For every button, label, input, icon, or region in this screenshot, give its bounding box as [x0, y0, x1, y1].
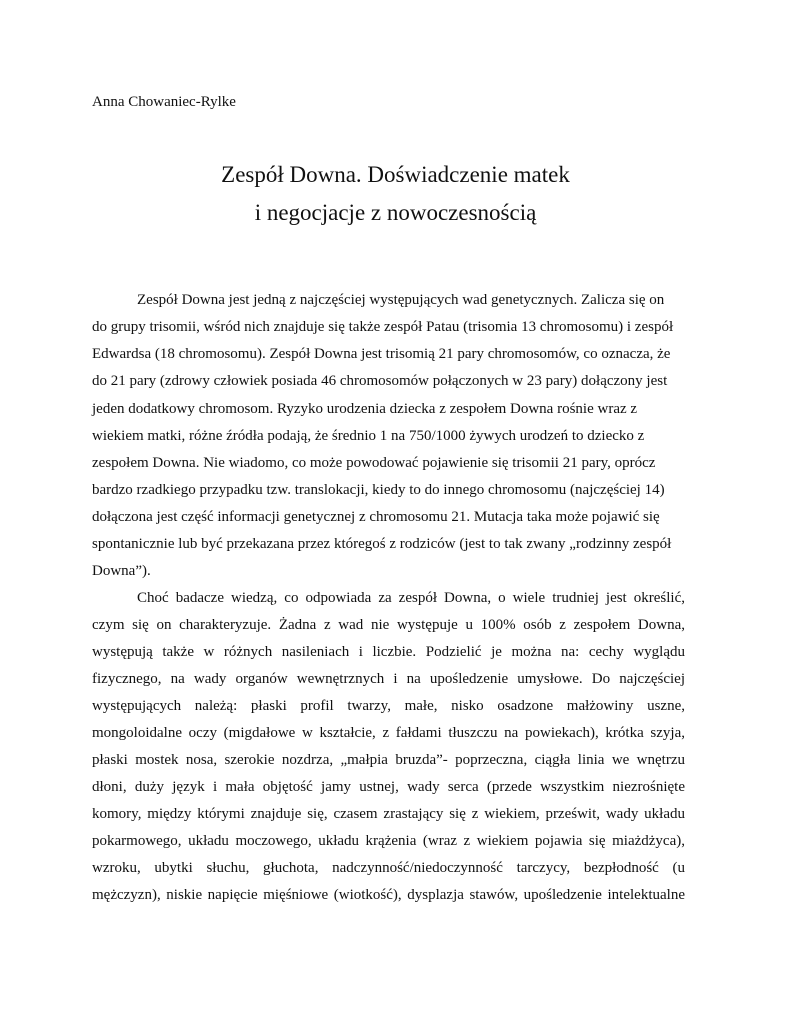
- paragraph-line: komory, między którymi znajduje się, czasem zrastający się z wiekiem, prześwit, wady układu: [92, 806, 685, 822]
- paragraph-line: czym się on charakteryzuje. Żadna z wad nie występuje u 100% osób z zespołem Downa,: [92, 617, 685, 633]
- title-line-2: i negocjacje z nowoczesnością: [254, 200, 537, 225]
- paragraph-line: spontanicznie lub być przekazana przez któregoś z rodziców (jest to tak zwany „rodzinny zespół: [92, 536, 672, 552]
- paragraph-line: zespołem Downa. Nie wiadomo, co może powodować pojawienie się trisomii 21 pary, oprócz: [92, 455, 656, 471]
- paragraph-line: wzroku, ubytki słuchu, głuchota, nadczynność/niedoczynność tarczycy, bezpłodność (u: [92, 860, 685, 876]
- paragraph-line: jeden dodatkowy chromosom. Ryzyko urodzenia dziecka z zespołem Downa rośnie wraz z: [92, 401, 638, 417]
- paragraph-line: fizycznego, na wady organów wewnętrznych i na upośledzenie umysłowe. Do najczęściej: [92, 671, 685, 687]
- paragraph-line: Choć badacze wiedzą, co odpowiada za zespół Downa, o wiele trudniej jest określić,: [137, 590, 685, 606]
- paragraph-line: Edwardsa (18 chromosomu). Zespół Downa jest trisomią 21 pary chromosomów, co oznacza, że: [92, 346, 671, 362]
- title-line-1: Zespół Downa. Doświadczenie matek: [221, 162, 570, 187]
- paragraph-line: Zespół Downa jest jedną z najczęściej występujących wad genetycznych. Zalicza się on: [137, 292, 665, 308]
- paragraph-line: do grupy trisomii, wśród nich znajduje się także zespół Patau (trisomia 13 chromosomu) i zespół: [92, 319, 674, 335]
- document-title: [0, 156, 791, 232]
- paragraph-line: płaski mostek nosa, szerokie nozdrza, „małpia bruzda”- poprzeczna, ciągła linia we wnętrzu: [92, 752, 685, 768]
- paragraph-line: dołączona jest część informacji genetycznej z chromosomu 21. Mutacja taka może pojawić się: [92, 509, 660, 525]
- paragraph-line: mężczyzn), niskie napięcie mięśniowe (wiotkość), dysplazja stawów, upośledzenie intelektualne: [92, 887, 685, 903]
- paragraph-line: bardzo rzadkiego przypadku tzw. translokacji, kiedy to do innego chromosomu (najczęściej 14): [92, 482, 665, 498]
- paragraph-line: pokarmowego, układu moczowego, układu krążenia (wraz z wiekiem pojawia się miażdżyca),: [92, 833, 685, 849]
- paragraph-line: występują także w różnych nasileniach i liczbie. Podzielić je można na: cechy wyglądu: [92, 644, 685, 660]
- paragraph-line: wiekiem matki, różne źródła podają, że średnio 1 na 750/1000 żywych urodzeń to dziecko z: [92, 428, 645, 444]
- paragraph-line: występujących należą: płaski profil twarzy, małe, nisko osadzone małżowiny uszne,: [92, 698, 685, 714]
- paragraph-line: dłoni, duży język i mała objętość jamy ustnej, wady serca (przede wszystkim niezrośnięte: [92, 779, 685, 795]
- paragraph-line: mongoloidalne oczy (migdałowe w kształcie, z fałdami tłuszczu na powiekach), krótka szyja,: [92, 725, 685, 741]
- paragraph-line: Downa”).: [92, 563, 151, 579]
- paragraph-line: do 21 pary (zdrowy człowiek posiada 46 chromosomów połączonych w 23 pary) dołączony jest: [92, 373, 668, 389]
- author-name: Anna Chowaniec-Rylke: [92, 94, 236, 110]
